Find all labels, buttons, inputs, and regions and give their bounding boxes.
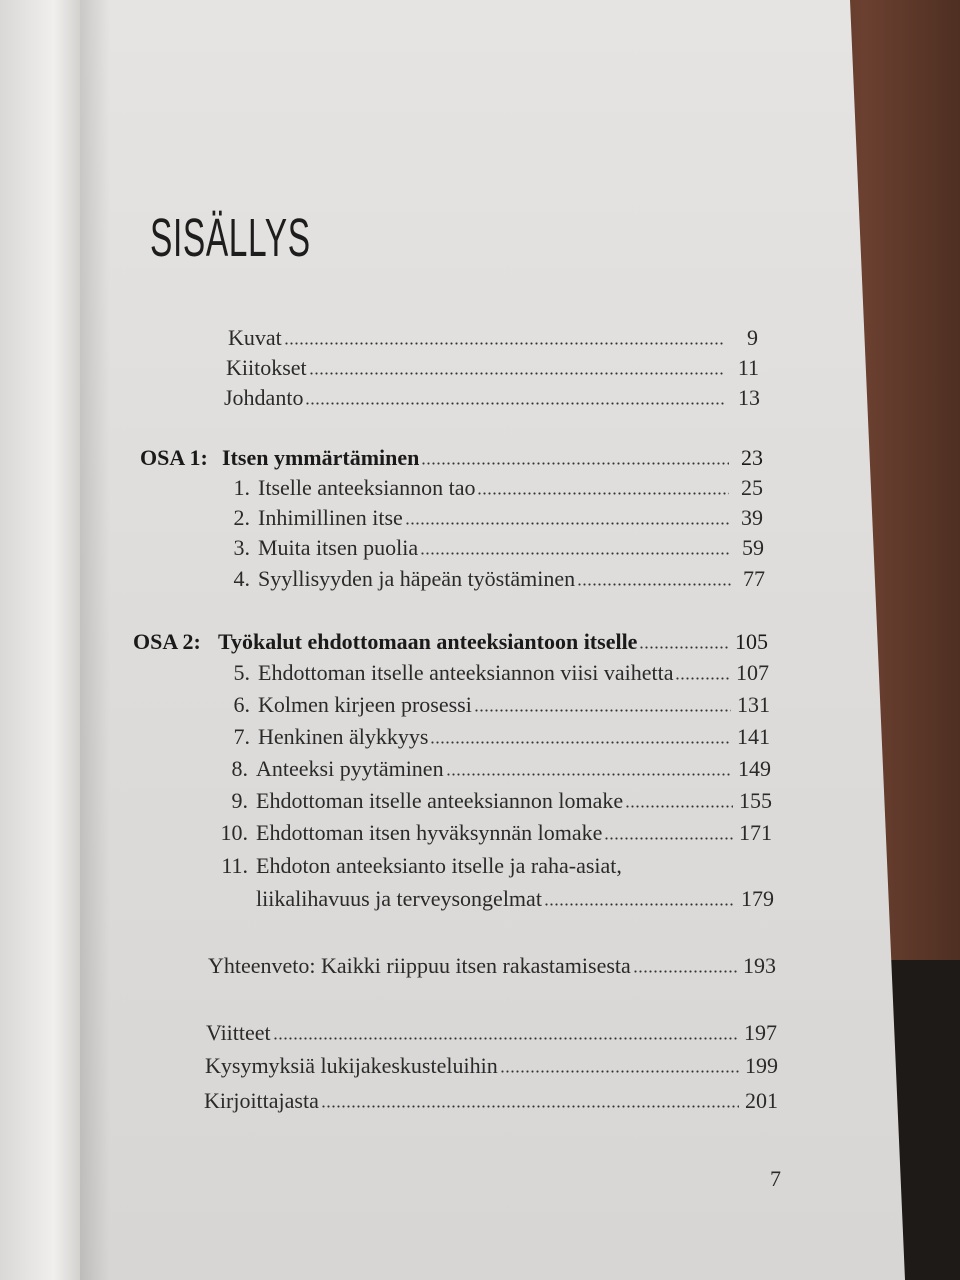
chapter-page: 171: [739, 820, 772, 845]
chapter-page: 107: [736, 660, 769, 685]
part-page: 23: [741, 445, 763, 470]
dot-leader: [633, 970, 737, 973]
entry-page: 199: [745, 1053, 778, 1078]
dot-leader: [321, 1105, 739, 1108]
chapter-page: 131: [737, 692, 770, 717]
chapter-number: 11.: [221, 853, 248, 878]
chapter-page: 39: [741, 505, 763, 530]
toc-chapter: [218, 786, 772, 816]
toc-entry: [224, 383, 760, 413]
chapter-number: 7.: [233, 724, 250, 749]
toc-entry: [204, 1086, 778, 1116]
toc-part-1: [140, 443, 763, 473]
toc-chapter: [218, 754, 771, 784]
chapter-title: Ehdoton anteeksianto itselle ja raha-asiat,: [256, 853, 622, 878]
chapter-number: 6.: [233, 692, 250, 717]
toc-chapter: [210, 851, 773, 881]
entry-title: Kuvat: [228, 325, 282, 350]
toc-chapter: [226, 533, 764, 563]
chapter-title: Ehdottoman itselle anteeksiannon viisi vaihetta: [258, 660, 674, 685]
chapter-number: 3.: [233, 535, 250, 560]
dot-leader: [446, 773, 732, 776]
part-label: OSA 1:: [140, 445, 208, 470]
entry-page: 197: [744, 1020, 777, 1045]
part-page: 105: [735, 629, 768, 654]
entry-title: Yhteenveto: Kaikki riippuu itsen rakastamisesta: [208, 953, 631, 978]
chapter-number: 2.: [233, 505, 250, 530]
toc-entry: [228, 323, 758, 353]
part-title: Itsen ymmärtäminen: [222, 445, 420, 470]
dot-leader: [305, 402, 726, 405]
toc-entry: [226, 353, 759, 383]
dot-leader: [577, 583, 731, 586]
chapter-title: Syyllisyyden ja häpeän työstäminen: [258, 566, 576, 591]
dot-leader: [500, 1070, 739, 1073]
dot-leader: [430, 741, 731, 744]
toc-chapter: [220, 690, 770, 720]
toc-chapter: [226, 564, 765, 594]
chapter-page: 149: [738, 756, 771, 781]
chapter-title: Inhimillinen itse: [258, 505, 403, 530]
chapter-title: Itselle anteeksiannon tao: [258, 475, 476, 500]
toc-chapter: [210, 818, 772, 848]
dot-leader: [675, 677, 730, 680]
toc-part-2: [133, 627, 768, 657]
chapter-number: 4.: [233, 566, 250, 591]
chapter-number: 1.: [233, 475, 250, 500]
chapter-title-line2: liikalihavuus ja terveysongelmat: [256, 886, 542, 911]
dot-leader: [309, 372, 725, 375]
toc-chapter-continuation: [256, 884, 774, 914]
entry-title: Viitteet: [206, 1020, 271, 1045]
entry-page: 193: [743, 953, 776, 978]
toc-chapter: [226, 503, 763, 533]
chapter-number: 8.: [231, 756, 248, 781]
toc-chapter: [220, 658, 769, 688]
entry-title: Kiitokset: [226, 355, 307, 380]
entry-title: Johdanto: [224, 385, 304, 410]
toc-chapter: [226, 473, 763, 503]
dot-leader: [284, 342, 724, 345]
chapter-page: 179: [741, 886, 774, 911]
chapter-number: 10.: [220, 820, 248, 845]
chapter-page: 155: [739, 788, 772, 813]
dot-leader: [405, 522, 729, 525]
toc-entry: [206, 1018, 777, 1048]
entry-title: Kysymyksiä lukijakeskusteluihin: [205, 1053, 498, 1078]
part-label: OSA 2:: [133, 629, 201, 654]
dot-leader: [544, 903, 735, 906]
dot-leader: [474, 709, 731, 712]
page-gutter: [80, 0, 110, 1280]
chapter-title: Ehdottoman itsen hyväksynnän lomake: [256, 820, 603, 845]
toc-entry: [205, 1051, 778, 1081]
dot-leader: [604, 837, 733, 840]
chapter-page: 141: [737, 724, 770, 749]
chapter-title: Muita itsen puolia: [258, 535, 419, 560]
dot-leader: [273, 1037, 738, 1040]
left-page-edge: [0, 0, 90, 1280]
toc-summary: [208, 951, 776, 981]
toc-chapter: [220, 722, 770, 752]
chapter-page: 25: [741, 475, 763, 500]
entry-page: 201: [745, 1088, 778, 1113]
chapter-page: 77: [743, 566, 765, 591]
dot-leader: [421, 462, 729, 465]
entry-page: 13: [738, 385, 760, 410]
chapter-title: Anteeksi pyytäminen: [256, 756, 444, 781]
entry-page: 11: [737, 355, 759, 380]
chapter-number: 5.: [233, 660, 250, 685]
chapter-number: 9.: [231, 788, 248, 813]
page-number: 7: [770, 1166, 781, 1191]
chapter-title: Henkinen älykkyys: [258, 724, 429, 749]
dot-leader: [625, 805, 733, 808]
part-title: Työkalut ehdottomaan anteeksiantoon itselle: [218, 629, 638, 654]
dot-leader: [420, 552, 730, 555]
page-title: SISÄLLYS: [150, 208, 311, 268]
chapter-page: 59: [742, 535, 764, 560]
entry-page: 9: [747, 325, 758, 350]
entry-title: Kirjoittajasta: [204, 1088, 319, 1113]
chapter-title: Ehdottoman itselle anteeksiannon lomake: [256, 788, 624, 813]
chapter-title: Kolmen kirjeen prosessi: [258, 692, 472, 717]
dot-leader: [639, 646, 729, 649]
dot-leader: [477, 492, 729, 495]
